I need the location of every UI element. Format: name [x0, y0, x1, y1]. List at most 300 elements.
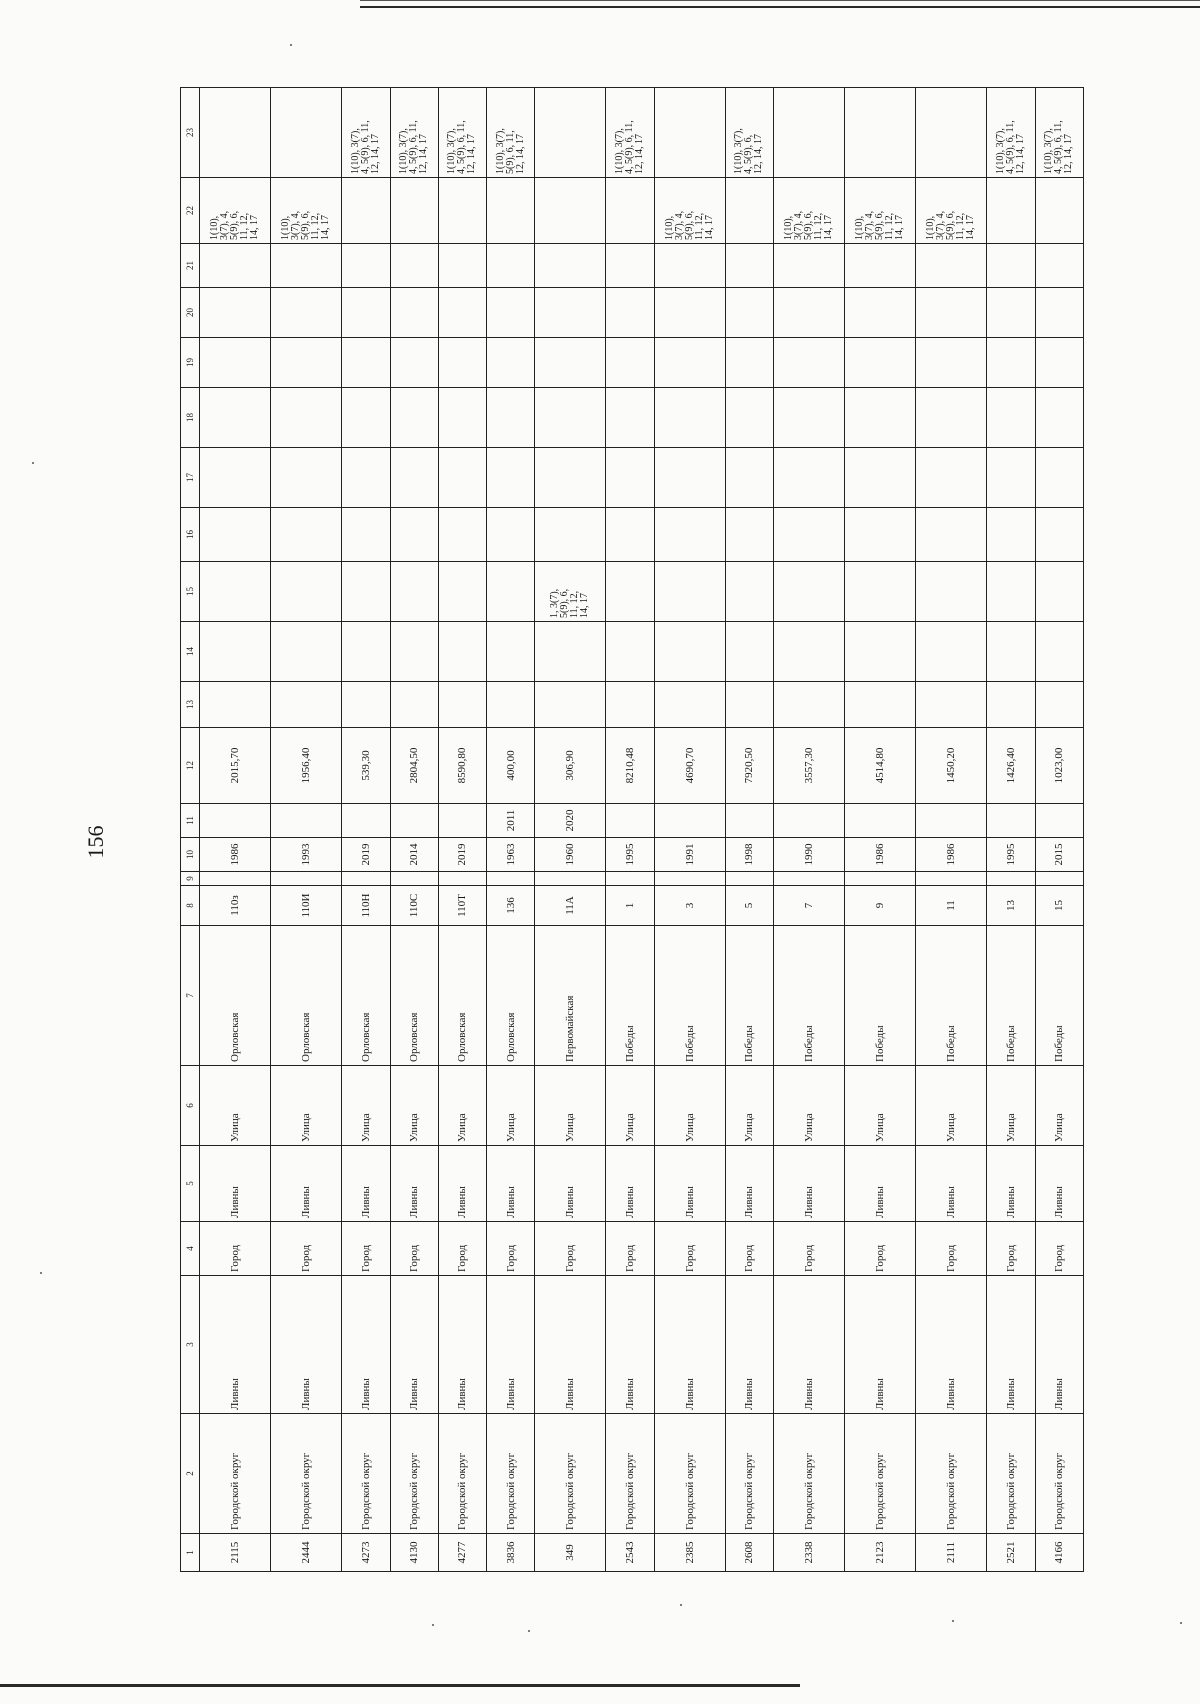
- cell-col-23: 1(10), 3(7), 4, 5(9), 6, 12, 14, 17: [725, 88, 773, 178]
- cell-col-6: Улица: [606, 1066, 654, 1146]
- table-row: [486, 88, 534, 1572]
- cell-col-8: 110Н: [342, 886, 390, 926]
- cell-col-15: [342, 562, 390, 622]
- cell-col-13: [916, 682, 987, 728]
- cell-col-14: [1035, 622, 1083, 682]
- cell-col-22: 1(10), 3(7), 4, 5(9), 6, 11, 12, 14, 17: [654, 178, 725, 244]
- scan-speck: [32, 462, 34, 464]
- cell-col-7: Победы: [1035, 926, 1083, 1066]
- cell-col-12: 4514,80: [845, 728, 916, 804]
- cell-col-16: [725, 508, 773, 562]
- cell-col-14: [535, 622, 606, 682]
- cell-col-13: [1035, 682, 1083, 728]
- cell-col-15: [271, 562, 342, 622]
- cell-col-6: Улица: [438, 1066, 486, 1146]
- table-row: [845, 88, 916, 1572]
- cell-col-3: Ливны: [486, 1276, 534, 1414]
- cell-col-7: Победы: [773, 926, 844, 1066]
- cell-col-9: [1035, 872, 1083, 886]
- cell-col-12: 539,30: [342, 728, 390, 804]
- cell-col-13: [535, 682, 606, 728]
- cell-col-13: [654, 682, 725, 728]
- cell-col-3: Ливны: [271, 1276, 342, 1414]
- cell-col-17: [390, 448, 438, 508]
- cell-col-20: [987, 288, 1035, 338]
- cell-col-8: 1: [606, 886, 654, 926]
- cell-col-21: [654, 244, 725, 288]
- cell-col-18: [535, 388, 606, 448]
- cell-col-12: 1450,20: [916, 728, 987, 804]
- cell-col-3: Ливны: [654, 1276, 725, 1414]
- cell-col-22: [535, 178, 606, 244]
- column-header-3: 3: [181, 1276, 200, 1414]
- cell-col-21: [390, 244, 438, 288]
- cell-col-9: [845, 872, 916, 886]
- cell-col-9: [200, 872, 271, 886]
- cell-col-20: [606, 288, 654, 338]
- cell-col-15: 1, 3(7), 5(9), 6, 11, 12, 14, 17: [535, 562, 606, 622]
- table-row: [390, 88, 438, 1572]
- table-row: [535, 88, 606, 1572]
- cell-col-1: 2543: [606, 1534, 654, 1572]
- cell-col-22: [438, 178, 486, 244]
- cell-col-4: Город: [390, 1222, 438, 1276]
- cell-col-9: [486, 872, 534, 886]
- scan-edge-line: [0, 1684, 800, 1687]
- cell-col-3: Ливны: [845, 1276, 916, 1414]
- cell-col-3: Ливны: [1035, 1276, 1083, 1414]
- cell-col-1: 4277: [438, 1534, 486, 1572]
- cell-col-21: [535, 244, 606, 288]
- cell-col-11: [200, 804, 271, 838]
- cell-col-20: [342, 288, 390, 338]
- cell-col-13: [271, 682, 342, 728]
- cell-col-7: Орловская: [200, 926, 271, 1066]
- cell-col-18: [1035, 388, 1083, 448]
- cell-col-22: [1035, 178, 1083, 244]
- cell-col-12: 1426,40: [987, 728, 1035, 804]
- cell-col-2: Городской округ: [773, 1414, 844, 1534]
- cell-col-10: 1995: [606, 838, 654, 872]
- cell-col-23: [535, 88, 606, 178]
- cell-col-21: [916, 244, 987, 288]
- cell-col-11: [438, 804, 486, 838]
- cell-col-5: Ливны: [987, 1146, 1035, 1222]
- cell-col-23: [845, 88, 916, 178]
- cell-col-10: 1995: [987, 838, 1035, 872]
- cell-col-21: [725, 244, 773, 288]
- cell-col-6: Улица: [845, 1066, 916, 1146]
- column-header-20: 20: [181, 288, 200, 338]
- cell-col-21: [486, 244, 534, 288]
- cell-col-13: [486, 682, 534, 728]
- cell-col-4: Город: [200, 1222, 271, 1276]
- table-row: [654, 88, 725, 1572]
- cell-col-6: Улица: [200, 1066, 271, 1146]
- cell-col-2: Городской округ: [654, 1414, 725, 1534]
- cell-col-23: 1(10), 3(7), 4, 5(9), 6, 11, 12, 14, 17: [438, 88, 486, 178]
- cell-col-5: Ливны: [390, 1146, 438, 1222]
- cell-col-18: [271, 388, 342, 448]
- cell-col-10: 2019: [438, 838, 486, 872]
- cell-col-19: [987, 338, 1035, 388]
- cell-col-18: [916, 388, 987, 448]
- cell-col-1: 4166: [1035, 1534, 1083, 1572]
- cell-col-1: 2444: [271, 1534, 342, 1572]
- scan-speck: [1180, 1622, 1182, 1624]
- column-header-17: 17: [181, 448, 200, 508]
- table-row: [342, 88, 390, 1572]
- cell-col-23: [654, 88, 725, 178]
- cell-col-5: Ливны: [654, 1146, 725, 1222]
- cell-col-22: [987, 178, 1035, 244]
- cell-col-20: [271, 288, 342, 338]
- cell-col-20: [916, 288, 987, 338]
- cell-col-16: [1035, 508, 1083, 562]
- cell-col-12: 4690,70: [654, 728, 725, 804]
- cell-col-14: [916, 622, 987, 682]
- cell-col-20: [438, 288, 486, 338]
- cell-col-9: [987, 872, 1035, 886]
- scan-edge-line: [360, 6, 1200, 8]
- cell-col-15: [725, 562, 773, 622]
- cell-col-16: [438, 508, 486, 562]
- cell-col-22: [342, 178, 390, 244]
- cell-col-4: Город: [535, 1222, 606, 1276]
- cell-col-14: [486, 622, 534, 682]
- cell-col-6: Улица: [773, 1066, 844, 1146]
- cell-col-13: [390, 682, 438, 728]
- cell-col-10: 1986: [916, 838, 987, 872]
- cell-col-8: 110И: [271, 886, 342, 926]
- cell-col-3: Ливны: [390, 1276, 438, 1414]
- cell-col-22: [606, 178, 654, 244]
- cell-col-23: 1(10), 3(7), 4, 5(9), 6, 11, 12, 14, 17: [1035, 88, 1083, 178]
- cell-col-18: [438, 388, 486, 448]
- cell-col-1: 349: [535, 1534, 606, 1572]
- cell-col-23: [200, 88, 271, 178]
- cell-col-11: [342, 804, 390, 838]
- cell-col-2: Городской округ: [390, 1414, 438, 1534]
- cell-col-11: 2011: [486, 804, 534, 838]
- cell-col-22: [486, 178, 534, 244]
- cell-col-11: [916, 804, 987, 838]
- column-header-18: 18: [181, 388, 200, 448]
- column-header-11: 11: [181, 804, 200, 838]
- cell-col-2: Городской округ: [486, 1414, 534, 1534]
- cell-col-10: 1993: [271, 838, 342, 872]
- cell-col-17: [486, 448, 534, 508]
- cell-col-8: 110С: [390, 886, 438, 926]
- cell-col-10: 1990: [773, 838, 844, 872]
- cell-col-20: [200, 288, 271, 338]
- cell-col-6: Улица: [342, 1066, 390, 1146]
- cell-col-16: [200, 508, 271, 562]
- cell-col-6: Улица: [486, 1066, 534, 1146]
- cell-col-10: 1963: [486, 838, 534, 872]
- cell-col-23: 1(10), 3(7), 4, 5(9), 6, 11, 12, 14, 17: [987, 88, 1035, 178]
- cell-col-8: 9: [845, 886, 916, 926]
- cell-col-6: Улица: [916, 1066, 987, 1146]
- cell-col-19: [1035, 338, 1083, 388]
- cell-col-16: [916, 508, 987, 562]
- cell-col-6: Улица: [535, 1066, 606, 1146]
- cell-col-21: [987, 244, 1035, 288]
- cell-col-3: Ливны: [342, 1276, 390, 1414]
- cell-col-22: [725, 178, 773, 244]
- cell-col-9: [342, 872, 390, 886]
- cell-col-2: Городской округ: [916, 1414, 987, 1534]
- cell-col-20: [390, 288, 438, 338]
- cell-col-22: 1(10), 3(7), 4, 5(9), 6, 11, 12, 14, 17: [916, 178, 987, 244]
- cell-col-1: 3836: [486, 1534, 534, 1572]
- cell-col-14: [200, 622, 271, 682]
- cell-col-12: 1023,00: [1035, 728, 1083, 804]
- cell-col-2: Городской округ: [342, 1414, 390, 1534]
- cell-col-12: 2015,70: [200, 728, 271, 804]
- cell-col-4: Город: [438, 1222, 486, 1276]
- cell-col-1: 2385: [654, 1534, 725, 1572]
- scan-speck: [290, 44, 292, 46]
- table-row: [773, 88, 844, 1572]
- cell-col-4: Город: [725, 1222, 773, 1276]
- cell-col-3: Ливны: [606, 1276, 654, 1414]
- cell-col-12: 8210,48: [606, 728, 654, 804]
- cell-col-19: [654, 338, 725, 388]
- cell-col-9: [271, 872, 342, 886]
- cell-col-9: [654, 872, 725, 886]
- cell-col-13: [773, 682, 844, 728]
- cell-col-19: [390, 338, 438, 388]
- cell-col-2: Городской округ: [535, 1414, 606, 1534]
- cell-col-2: Городской округ: [1035, 1414, 1083, 1534]
- cell-col-2: Городской округ: [438, 1414, 486, 1534]
- cell-col-14: [271, 622, 342, 682]
- cell-col-8: 15: [1035, 886, 1083, 926]
- table-row: [606, 88, 654, 1572]
- cell-col-21: [271, 244, 342, 288]
- cell-col-10: 1991: [654, 838, 725, 872]
- cell-col-19: [486, 338, 534, 388]
- cell-col-10: 2014: [390, 838, 438, 872]
- cell-col-3: Ливны: [773, 1276, 844, 1414]
- cell-col-16: [535, 508, 606, 562]
- cell-col-15: [916, 562, 987, 622]
- cell-col-19: [606, 338, 654, 388]
- cell-col-5: Ливны: [271, 1146, 342, 1222]
- cell-col-9: [535, 872, 606, 886]
- cell-col-20: [845, 288, 916, 338]
- cell-col-2: Городской округ: [271, 1414, 342, 1534]
- cell-col-8: 136: [486, 886, 534, 926]
- cell-col-3: Ливны: [438, 1276, 486, 1414]
- cell-col-16: [486, 508, 534, 562]
- cell-col-1: 2338: [773, 1534, 844, 1572]
- cell-col-1: 2111: [916, 1534, 987, 1572]
- scan-speck: [952, 1620, 954, 1622]
- column-header-9: 9: [181, 872, 200, 886]
- cell-col-2: Городской округ: [987, 1414, 1035, 1534]
- cell-col-12: 8590,80: [438, 728, 486, 804]
- cell-col-23: [271, 88, 342, 178]
- cell-col-21: [1035, 244, 1083, 288]
- cell-col-19: [535, 338, 606, 388]
- cell-col-11: [845, 804, 916, 838]
- column-header-2: 2: [181, 1414, 200, 1534]
- cell-col-5: Ливны: [486, 1146, 534, 1222]
- page-number: 156: [83, 825, 108, 859]
- cell-col-7: Первомайская: [535, 926, 606, 1066]
- cell-col-21: [606, 244, 654, 288]
- cell-col-18: [845, 388, 916, 448]
- cell-col-13: [438, 682, 486, 728]
- cell-col-13: [606, 682, 654, 728]
- cell-col-17: [773, 448, 844, 508]
- scan-speck: [40, 1272, 42, 1274]
- cell-col-12: 400,00: [486, 728, 534, 804]
- cell-col-10: 1986: [200, 838, 271, 872]
- cell-col-15: [773, 562, 844, 622]
- cell-col-16: [606, 508, 654, 562]
- cell-col-22: 1(10), 3(7), 4, 5(9), 6, 11, 12, 14, 17: [845, 178, 916, 244]
- cell-col-5: Ливны: [845, 1146, 916, 1222]
- cell-col-8: 3: [654, 886, 725, 926]
- cell-col-12: 2804,50: [390, 728, 438, 804]
- column-header-7: 7: [181, 926, 200, 1066]
- cell-col-5: Ливны: [606, 1146, 654, 1222]
- cell-col-17: [438, 448, 486, 508]
- cell-col-4: Город: [773, 1222, 844, 1276]
- column-header-15: 15: [181, 562, 200, 622]
- cell-col-15: [1035, 562, 1083, 622]
- cell-col-19: [342, 338, 390, 388]
- cell-col-18: [654, 388, 725, 448]
- cell-col-15: [654, 562, 725, 622]
- cell-col-23: 1(10), 3(7), 4, 5(9), 6, 11, 12, 14, 17: [390, 88, 438, 178]
- cell-col-10: 1998: [725, 838, 773, 872]
- cell-col-3: Ливны: [535, 1276, 606, 1414]
- cell-col-21: [773, 244, 844, 288]
- cell-col-20: [535, 288, 606, 338]
- cell-col-5: Ливны: [773, 1146, 844, 1222]
- cell-col-7: Орловская: [342, 926, 390, 1066]
- cell-col-16: [390, 508, 438, 562]
- column-header-6: 6: [181, 1066, 200, 1146]
- cell-col-8: 7: [773, 886, 844, 926]
- cell-col-14: [725, 622, 773, 682]
- cell-col-1: 2115: [200, 1534, 271, 1572]
- cell-col-9: [438, 872, 486, 886]
- cell-col-7: Победы: [606, 926, 654, 1066]
- cell-col-13: [342, 682, 390, 728]
- cell-col-8: 5: [725, 886, 773, 926]
- cell-col-5: Ливны: [1035, 1146, 1083, 1222]
- cell-col-11: [987, 804, 1035, 838]
- cell-col-6: Улица: [987, 1066, 1035, 1146]
- cell-col-2: Городской округ: [725, 1414, 773, 1534]
- cell-col-18: [725, 388, 773, 448]
- cell-col-17: [654, 448, 725, 508]
- cell-col-1: 4130: [390, 1534, 438, 1572]
- scan-speck: [528, 1630, 530, 1632]
- registry-table-container: [180, 112, 1084, 1572]
- cell-col-9: [725, 872, 773, 886]
- cell-col-15: [200, 562, 271, 622]
- cell-col-17: [845, 448, 916, 508]
- cell-col-11: [271, 804, 342, 838]
- column-header-1: 1: [181, 1534, 200, 1572]
- cell-col-20: [725, 288, 773, 338]
- cell-col-10: 2015: [1035, 838, 1083, 872]
- cell-col-15: [606, 562, 654, 622]
- cell-col-18: [390, 388, 438, 448]
- cell-col-1: 4273: [342, 1534, 390, 1572]
- cell-col-4: Город: [342, 1222, 390, 1276]
- cell-col-16: [845, 508, 916, 562]
- cell-col-18: [200, 388, 271, 448]
- cell-col-17: [987, 448, 1035, 508]
- cell-col-5: Ливны: [535, 1146, 606, 1222]
- cell-col-18: [773, 388, 844, 448]
- cell-col-4: Город: [845, 1222, 916, 1276]
- cell-col-5: Ливны: [438, 1146, 486, 1222]
- cell-col-17: [1035, 448, 1083, 508]
- column-header-10: 10: [181, 838, 200, 872]
- cell-col-4: Город: [1035, 1222, 1083, 1276]
- cell-col-7: Победы: [916, 926, 987, 1066]
- cell-col-23: 1(10), 3(7), 4, 5(9), 6, 11, 12, 14, 17: [342, 88, 390, 178]
- cell-col-16: [271, 508, 342, 562]
- cell-col-10: 1960: [535, 838, 606, 872]
- cell-col-18: [987, 388, 1035, 448]
- cell-col-19: [438, 338, 486, 388]
- column-header-14: 14: [181, 622, 200, 682]
- cell-col-4: Город: [271, 1222, 342, 1276]
- cell-col-18: [606, 388, 654, 448]
- cell-col-4: Город: [916, 1222, 987, 1276]
- cell-col-6: Улица: [725, 1066, 773, 1146]
- cell-col-8: 13: [987, 886, 1035, 926]
- cell-col-3: Ливны: [725, 1276, 773, 1414]
- cell-col-13: [845, 682, 916, 728]
- cell-col-2: Городской округ: [845, 1414, 916, 1534]
- cell-col-3: Ливны: [987, 1276, 1035, 1414]
- cell-col-6: Улица: [271, 1066, 342, 1146]
- column-header-12: 12: [181, 728, 200, 804]
- cell-col-4: Город: [606, 1222, 654, 1276]
- cell-col-13: [987, 682, 1035, 728]
- cell-col-20: [773, 288, 844, 338]
- cell-col-5: Ливны: [200, 1146, 271, 1222]
- cell-col-20: [654, 288, 725, 338]
- cell-col-15: [486, 562, 534, 622]
- cell-col-22: [390, 178, 438, 244]
- cell-col-18: [486, 388, 534, 448]
- cell-col-19: [845, 338, 916, 388]
- cell-col-3: Ливны: [200, 1276, 271, 1414]
- cell-col-16: [654, 508, 725, 562]
- cell-col-19: [271, 338, 342, 388]
- cell-col-17: [342, 448, 390, 508]
- cell-col-7: Победы: [987, 926, 1035, 1066]
- cell-col-4: Город: [987, 1222, 1035, 1276]
- cell-col-10: 1986: [845, 838, 916, 872]
- cell-col-15: [438, 562, 486, 622]
- cell-col-12: 306,90: [535, 728, 606, 804]
- scan-speck: [432, 1624, 434, 1626]
- cell-col-6: Улица: [654, 1066, 725, 1146]
- column-header-23: 23: [181, 88, 200, 178]
